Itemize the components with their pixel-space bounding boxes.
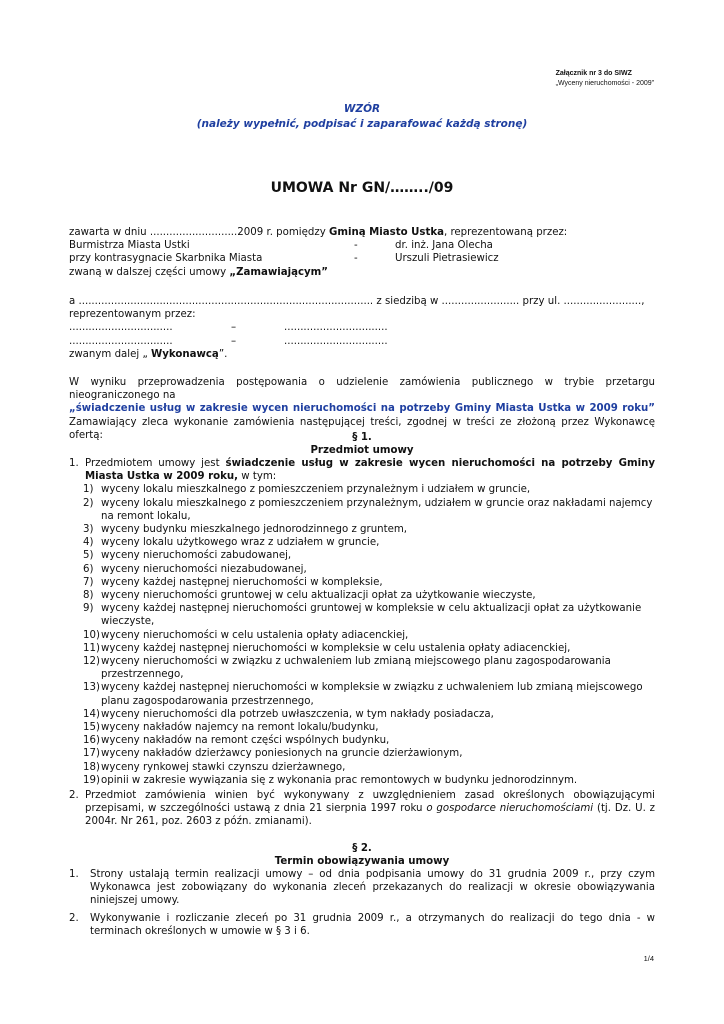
subitem-number: 1): [83, 484, 94, 496]
contractor-rep-row-2: [69, 335, 669, 348]
subitem-number: 15): [83, 722, 100, 734]
parties-block: [69, 226, 669, 279]
representative-row-1: [69, 239, 669, 252]
section-1-number: § 1.: [352, 432, 372, 443]
rep-role-blank-2: ................................: [284, 335, 388, 347]
rep-dash-2: –: [231, 335, 237, 347]
subitem: [83, 681, 655, 707]
subitem-number: 14): [83, 708, 100, 720]
section-1-heading: [0, 431, 724, 457]
item-text: Wykonywanie i rozliczanie zleceń po 31 grudnia 2009 r., a otrzymanych do realizacji do tego dnia - w terminach określonych w umowie w § 3 i 6.: [90, 912, 655, 937]
contractor-label: Wykonawcą: [150, 348, 219, 360]
subitem-text: wyceny lokalu mieszkalnego z pomieszczeniem przynależnym i udziałem w gruncie,: [101, 484, 531, 496]
section-2-title: Termin obowiązywania umowy: [274, 856, 450, 868]
law-title: o gospodarce nieruchomościami: [426, 803, 594, 815]
contractor-represented-line: reprezentowanym przez:: [69, 309, 196, 321]
subitem-text: wyceny nieruchomości niezabudowanej,: [101, 563, 307, 575]
rep-role-blank-1: ................................: [284, 322, 388, 334]
attachment-number: Załącznik nr 3 do SIWZ: [555, 70, 632, 77]
subitem-text: wyceny lokalu użytkowego wraz z udziałem w gruncie,: [101, 537, 380, 549]
subitem: [83, 549, 655, 562]
subitem-number: 11): [83, 642, 100, 654]
contractor-called-text: zwanym dalej „: [69, 348, 151, 360]
attachment-subject: „Wyceny nieruchomości - 2009”: [555, 80, 654, 87]
item-bold-text: świadczenie usług w zakresie wycen nieruchomości na potrzeby Gminy Miasta Ustka w 2009 roku,: [85, 458, 656, 483]
subitem-text: wyceny nieruchomości zabudowanej,: [101, 550, 292, 562]
template-heading: [0, 102, 724, 132]
template-title: WZÓR: [343, 103, 381, 115]
item-number: 2.: [69, 912, 79, 924]
subitem: [83, 761, 655, 774]
intro-text-1: W wyniku przeprowadzenia postępowania o udzielenie zamówienia publicznego w trybie przetargu nieograniczonego na: [69, 377, 655, 402]
contract-date-line: [69, 226, 669, 239]
item-number: 1.: [69, 458, 79, 469]
section-1-item-1: [69, 457, 655, 483]
intro-text-2: Zamawiający zleca wykonanie zamówienia następującej treści, zgodnej w treści ze złożoną przez Wykonawcę ofertą:: [69, 416, 655, 441]
section-2-heading: [0, 842, 724, 868]
subitem: [83, 747, 655, 760]
subitem: [83, 708, 655, 721]
representative-role-1: Burmistrza Miasta Ustki: [69, 240, 190, 252]
subitem-number: 19): [83, 774, 100, 786]
subitem-text: wyceny nieruchomości w celu ustalenia opłaty adiacenckiej,: [101, 629, 409, 641]
section-1-list: [69, 457, 655, 829]
contractor-block: [69, 295, 669, 361]
subitem-number: 10): [83, 629, 100, 641]
subitem-number: 2): [83, 497, 94, 509]
subitem-text: wyceny budynku mieszkalnego jednorodzinnego z gruntem,: [101, 524, 408, 536]
item-text: Przedmiotem umowy jest: [85, 458, 226, 469]
subitem-text: wyceny nakładów dzierżawcy poniesionych na gruncie dzierżawionym,: [101, 748, 463, 760]
represented-text: , reprezentowaną przez:: [443, 227, 568, 238]
subitem-number: 9): [83, 603, 94, 615]
subitem-text: wyceny rynkowej stawki czynszu dzierżawnego,: [101, 761, 346, 773]
subitem: [83, 536, 655, 549]
item-number: 2.: [69, 790, 79, 802]
tender-name: „świadczenie usług w zakresie wycen nieruchomości na potrzeby Gminy Miasta Ustka w 2009 roku”: [69, 403, 655, 415]
rep-dash-1: –: [231, 322, 237, 334]
representative-row-2: [69, 252, 669, 265]
subitem-text: wyceny nakładów najemcy na remont lokalu/budynku,: [101, 722, 379, 734]
date-text: zawarta w dniu ...........................2009 r. pomiędzy: [69, 227, 329, 238]
rep-name-blank-2: ................................: [69, 335, 173, 347]
subitem: [83, 774, 655, 787]
subitem: [83, 497, 655, 523]
attachment-header: [556, 69, 654, 89]
subitem: [83, 655, 655, 681]
subitem-text: wyceny lokalu mieszkalnego z pomieszczeniem przynależnym, udziałem w gruncie oraz nakładami najemcy na remont lokalu,: [101, 497, 653, 522]
subitem: [83, 589, 655, 602]
representative-dash-1: -: [354, 240, 358, 252]
section-2-item: [69, 868, 655, 908]
subitem-text: wyceny każdej następnej nieruchomości gruntowej w kompleksie w celu aktualizacji opłat za użytkowanie wieczyste,: [101, 603, 642, 628]
subitem: [83, 602, 655, 628]
subitem-text: wyceny każdej następnej nieruchomości w kompleksie w związku z uchwaleniem lub zmianą miejscowego planu zagospodarowania przestrzennego,: [101, 682, 643, 707]
contract-title: UMOWA Nr GN/……../09: [270, 180, 454, 196]
rep-name-blank-1: ................................: [69, 322, 173, 334]
subitem-text: wyceny każdej następnej nieruchomości w kompleksie w celu ustalenia opłaty adiacenckiej,: [101, 642, 571, 654]
contractor-address-line: a ........................................................................................... z siedzibą w ........................ przy ul. ........................,: [69, 296, 645, 307]
contractor-called-end: ”.: [218, 348, 228, 360]
subitem-number: 6): [83, 563, 94, 575]
contractor-rep-row-1: [69, 321, 669, 334]
item-text: Przedmiot zamówienia winien być wykonywany z uwzględnieniem zasad określonych obowiązującymi przepisami, w szczególności ustawą z dnia 21 sierpnia 1997 roku: [85, 790, 655, 815]
item-text-end: (tj. Dz. U. z 2004r. Nr 261, poz. 2603 z późn. zmianami).: [85, 803, 656, 828]
section-1-item-2: [69, 789, 655, 829]
ordering-party-line: [69, 266, 669, 279]
subitem: [83, 629, 655, 642]
subitem: [83, 576, 655, 589]
municipality-name: Gminą Miasto Ustka: [328, 227, 444, 238]
item-text-end: w tym:: [238, 471, 277, 483]
subitem-number: 16): [83, 735, 100, 747]
item-number: 1.: [69, 869, 79, 880]
ordering-party-text: zwaną w dalszej części umowy: [69, 266, 230, 278]
subitem: [83, 721, 655, 734]
representative-role-2: przy kontrasygnacie Skarbnika Miasta: [69, 253, 263, 265]
subitem-number: 5): [83, 550, 94, 562]
representative-name-2: Urszuli Pietrasiewicz: [395, 253, 499, 265]
subitem-number: 8): [83, 590, 94, 602]
representative-name-1: dr. inż. Jana Olecha: [395, 240, 493, 252]
subitem: [83, 563, 655, 576]
subitem-text: wyceny nieruchomości w związku z uchwaleniem lub zmianą miejscowego planu zagospodarowania przestrzennego,: [101, 656, 611, 681]
subitem: [83, 523, 655, 536]
item-text: Strony ustalają termin realizacji umowy – od dnia podpisania umowy do 31 grudnia 2009 r., przy czym Wykonawca jest zobowiązany do wykonania zleceń przekazanych do realizacji w okresie obowiązywania niniejszej umowy.: [90, 869, 655, 907]
representative-dash-2: -: [354, 253, 358, 265]
section-2-item: [69, 912, 655, 938]
template-note: (należy wypełnić, podpisać i zaparafować każdą stronę): [196, 118, 528, 130]
subitem-text: wyceny nieruchomości gruntowej w celu aktualizacji opłat za użytkowanie wieczyste,: [101, 590, 536, 602]
subitem: [83, 734, 655, 747]
subitem-number: 12): [83, 656, 100, 668]
subitem-number: 3): [83, 524, 94, 536]
contractor-called-line: [69, 348, 669, 361]
subitem: [83, 483, 655, 496]
subitem-number: 4): [83, 537, 94, 549]
section-1-title: Przedmiot umowy: [310, 445, 414, 457]
subitem-number: 13): [83, 682, 100, 694]
subitem-number: 7): [83, 576, 94, 588]
subitem-number: 18): [83, 761, 100, 773]
section-2-list: [69, 868, 655, 942]
page-number: 1/4: [643, 954, 654, 963]
subitem-text: wyceny nakładów na remont części wspólnych budynku,: [101, 735, 390, 747]
section-2-number: § 2.: [352, 843, 372, 854]
subitem-text: wyceny każdej następnej nieruchomości w kompleksie,: [101, 576, 383, 588]
ordering-party-label: „Zamawiającym”: [229, 266, 328, 278]
subitem-text: opinii w zakresie wywiązania się z wykonania prac remontowych w budynku jednorodzinnym.: [101, 774, 578, 786]
subitem-text: wyceny nieruchomości dla potrzeb uwłaszczenia, w tym nakłady posiadacza,: [101, 708, 494, 720]
subitem: [83, 642, 655, 655]
subitems-list: [69, 483, 655, 787]
subitem-number: 17): [83, 748, 100, 760]
